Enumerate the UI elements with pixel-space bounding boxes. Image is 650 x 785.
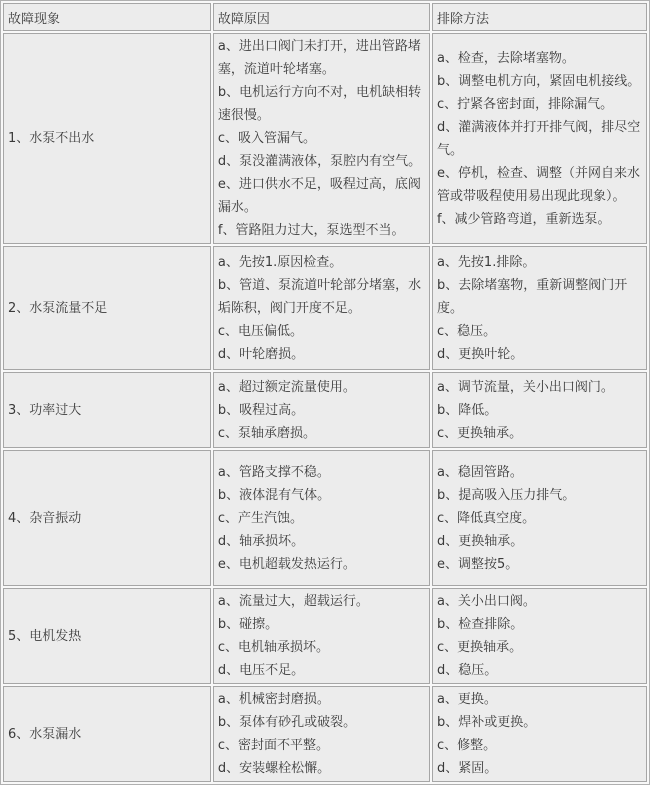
list-line: a、更换。 (436, 692, 497, 707)
table-row (3, 372, 647, 448)
phenomenon-label: 5、电机发热 (8, 628, 82, 644)
list-line: b、碰擦。 (217, 617, 279, 632)
remedies-cell (432, 588, 647, 684)
phenomenon-cell (3, 372, 211, 448)
phenomenon-cell (3, 686, 211, 782)
column-header-remedy: 排除方法 (432, 3, 647, 31)
causes-cell (213, 450, 430, 586)
list-line: b、电机运行方向不对，电机缺相转速很慢。 (217, 85, 422, 123)
list-line: d、轴承损坏。 (217, 533, 305, 549)
table-row (3, 450, 647, 586)
list-line: c、拧紧各密封面，排除漏气。 (436, 96, 614, 112)
list-line: f、管路阻力过大，泵选型不当。 (217, 223, 405, 238)
list-line: a、先按1.原因检查。 (217, 254, 343, 270)
list-line: c、电压偏低。 (217, 323, 304, 339)
list-line: d、泵没灌满液体，泵腔内有空气。 (217, 154, 422, 169)
list-line: b、液体混有气体。 (217, 487, 331, 503)
remedies-cell (432, 686, 647, 782)
list-line: c、密封面不平整。 (217, 738, 330, 753)
phenomenon-label: 4、杂音振动 (8, 510, 82, 526)
list-line: a、稳固管路。 (436, 464, 523, 480)
list-line: c、更换轴承。 (436, 425, 523, 441)
causes-cell (213, 372, 430, 448)
list-line: b、去除堵塞物，重新调整阀门开度。 (436, 277, 628, 316)
remedies-cell (432, 372, 647, 448)
list-line: a、先按1.排除。 (436, 254, 536, 270)
table-row (3, 686, 647, 782)
list-line: e、进口供水不足，吸程过高，底阀漏水。 (217, 177, 421, 215)
phenomenon-label: 2、水泵流量不足 (8, 300, 108, 316)
remedies-cell (432, 246, 647, 370)
list-line: b、管道、泵流道叶轮部分堵塞，水垢陈积，阀门开度不足。 (217, 277, 422, 316)
list-line: d、叶轮磨损。 (217, 346, 305, 362)
list-line: a、机械密封磨损。 (217, 692, 330, 707)
list-line: a、管路支撑不稳。 (217, 464, 330, 480)
list-line: c、吸入管漏气。 (217, 131, 317, 146)
causes-cell (213, 588, 430, 684)
list-line: a、调节流量，关小出口阀门。 (436, 379, 614, 395)
list-line: e、电机超载发热运行。 (217, 556, 356, 572)
remedies-cell (432, 33, 647, 244)
list-line: d、更换轴承。 (436, 533, 524, 549)
column-header-phenomenon: 故障现象 (3, 3, 211, 31)
list-line: a、超过额定流量使用。 (217, 379, 356, 395)
causes-cell (213, 686, 430, 782)
column-header-cause: 故障原因 (213, 3, 430, 31)
phenomenon-label: 1、水泵不出水 (8, 131, 95, 146)
list-line: b、调整电机方向，紧固电机接线。 (436, 73, 641, 89)
list-line: c、更换轴承。 (436, 640, 523, 655)
list-line: a、进出口阀门未打开，进出管路堵塞，流道叶轮堵塞。 (217, 39, 421, 77)
phenomenon-label: 6、水泵漏水 (8, 726, 82, 742)
list-line: a、流量过大，超载运行。 (217, 594, 369, 609)
list-line: b、提高吸入压力排气。 (436, 487, 576, 503)
list-line: f、减少管路弯道，重新选泵。 (436, 211, 611, 227)
list-line: d、紧固。 (436, 761, 498, 776)
causes-cell (213, 246, 430, 370)
phenomenon-cell (3, 33, 211, 244)
list-line: d、电压不足。 (217, 663, 305, 678)
phenomenon-cell (3, 246, 211, 370)
list-line: a、检查，去除堵塞物。 (436, 50, 575, 66)
table-row (3, 33, 647, 244)
list-line: d、稳压。 (436, 663, 498, 678)
list-line: b、检查排除。 (436, 617, 524, 632)
list-line: b、吸程过高。 (217, 402, 305, 418)
list-line: b、焊补或更换。 (436, 715, 537, 730)
list-line: d、安装螺栓松懈。 (217, 761, 331, 776)
list-line: c、电机轴承损坏。 (217, 640, 330, 655)
list-line: b、降低。 (436, 402, 498, 418)
list-line: c、修整。 (436, 738, 497, 753)
list-line: d、更换叶轮。 (436, 346, 524, 362)
header-row (3, 3, 647, 31)
list-line: c、泵轴承磨损。 (217, 425, 317, 441)
causes-cell (213, 33, 430, 244)
list-line: e、调整按5。 (436, 556, 519, 572)
remedies-cell (432, 450, 647, 586)
phenomenon-cell (3, 450, 211, 586)
list-line: c、稳压。 (436, 323, 497, 339)
list-line: e、停机，检查、调整（并网自来水管或带吸程使用易出现此现象）。 (436, 165, 640, 204)
phenomenon-cell (3, 588, 211, 684)
list-line: d、灌满液体并打开排气阀，排尽空气。 (436, 119, 641, 158)
list-line: c、产生汽蚀。 (217, 510, 304, 526)
list-line: a、关小出口阀。 (436, 594, 536, 609)
table-row (3, 588, 647, 684)
table-row (3, 246, 647, 370)
list-line: c、降低真空度。 (436, 510, 536, 526)
list-line: b、泵体有砂孔或破裂。 (217, 715, 357, 730)
phenomenon-label: 3、功率过大 (8, 402, 82, 418)
